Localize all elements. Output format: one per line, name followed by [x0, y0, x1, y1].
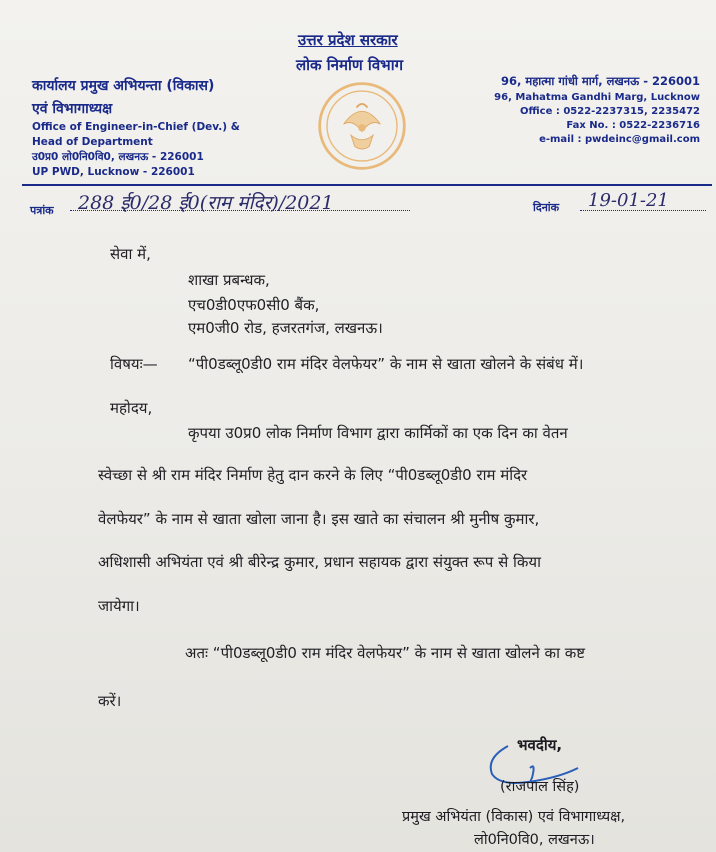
reference-label: पत्रांक	[30, 204, 54, 217]
address-hindi: 96, महात्मा गांधी मार्ग, लखनऊ - 226001	[500, 74, 700, 88]
closing: भवदीय,	[517, 736, 563, 754]
body-line: वेलफेयर” के नाम से खाता खोला जाना है। इस खाते का संचालन श्री मुनीष कुमार,	[98, 510, 540, 528]
reference-number: 288 ई0/28 ई0(राम मंदिर)/2021	[78, 192, 334, 214]
office-en-line: Head of Department	[32, 136, 153, 148]
address-english: 96, Mahatma Gandhi Marg, Lucknow	[494, 92, 700, 103]
contact-block	[494, 74, 700, 147]
date-value: 19-01-21	[588, 190, 669, 211]
office-phone: Office : 0522-2237315, 2235472	[520, 106, 700, 117]
date-label: दिनांक	[533, 201, 560, 214]
office-name-hindi-line2: एवं विभागाध्यक्ष	[32, 101, 113, 117]
signatory-name: (राजपाल सिंह)	[500, 779, 580, 795]
up-government-emblem-icon	[316, 80, 408, 172]
signatory-office: लो0नि0वि0, लखनऊ।	[474, 832, 595, 848]
salutation: सेवा में,	[110, 245, 151, 263]
office-en-line: Office of Engineer-in-Chief (Dev.) &	[32, 121, 240, 133]
subject-label: विषयः—	[110, 355, 158, 373]
department-title: लोक निर्माण विभाग	[296, 56, 404, 74]
office-en-line: UP PWD, Lucknow - 226001	[32, 166, 195, 178]
body-line: जायेगा।	[98, 597, 140, 615]
body-line: स्वेच्छा से श्री राम मंदिर निर्माण हेतु दान करने के लिए “पी0डब्लू0डी0 राम मंदिर	[98, 466, 528, 484]
office-name-english	[32, 120, 262, 180]
greeting: महोदय,	[110, 399, 153, 417]
body-line: अतः “पी0डब्लू0डी0 राम मंदिर वेलफेयर” के नाम से खाता खोलने का कष्ट	[185, 644, 585, 662]
email-address: e-mail : pwdeinc@gmail.com	[539, 134, 700, 145]
signatory-title: प्रमुख अभियंता (विकास) एवं विभागाध्यक्ष,	[402, 809, 626, 825]
body-line: कृपया उ0प्र0 लोक निर्माण विभाग द्वारा कार्मिकों का एक दिन का वेतन	[188, 424, 568, 442]
office-name-hindi-line1: कार्यालय प्रमुख अभियन्ता (विकास)	[32, 78, 215, 94]
office-en-line: उ0प्र0 लो0नि0वि0, लखनऊ - 226001	[32, 151, 204, 163]
addressee-line: एच0डी0एफ0सी0 बैंक,	[188, 296, 320, 314]
subject-text: “पी0डब्लू0डी0 राम मंदिर वेलफेयर” के नाम से खाता खोलने के संबंध में।	[188, 355, 584, 373]
body-line: अधिशासी अभियंता एवं श्री बीरेन्द्र कुमार, प्रधान सहायक द्वारा संयुक्त रूप से किया	[98, 553, 541, 571]
header-divider	[22, 184, 712, 186]
body-line: करें।	[98, 692, 122, 710]
fax-number: Fax No. : 0522-2236716	[566, 120, 700, 131]
addressee-line: एम0जी0 रोड, हजरतगंज, लखनऊ।	[188, 319, 383, 337]
addressee-line: शाखा प्रबन्धक,	[188, 271, 270, 289]
government-title: उत्तर प्रदेश सरकार	[298, 31, 398, 49]
